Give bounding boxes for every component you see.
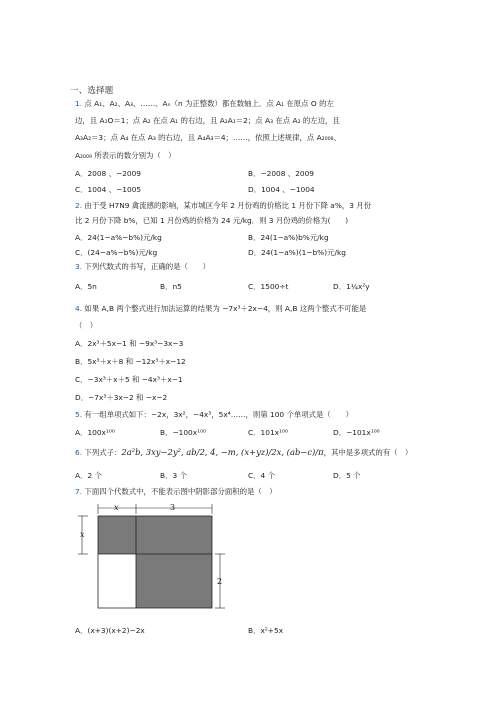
q6-option-c[interactable]: C．4 个 bbox=[248, 471, 275, 480]
q6-number: 6. bbox=[75, 448, 83, 457]
q5-number: 5. bbox=[75, 410, 83, 419]
q3-option-b[interactable]: B．n5 bbox=[160, 282, 182, 291]
q1-text-1: 点 A₁、A₂、A₃、……、Aₙ（n 为正整数）都在数轴上．点 A₁ 在原点 O 的左 bbox=[84, 99, 334, 108]
q3-text-1: 下列代数式的书写，正确的是（ ） bbox=[84, 262, 211, 271]
q2-option-a[interactable]: A．24(1−a%−b%)元/kg bbox=[75, 233, 162, 242]
q4-option-c[interactable]: C．−3x³＋x＋5 和 −4x³＋x−1 bbox=[75, 375, 183, 384]
q4-text-1: 如果 A,B 两个整式进行加法运算的结果为 −7x³＋2x−4，则 A,B 这两个整式不可能是 bbox=[84, 304, 367, 313]
q4-number: 4. bbox=[75, 304, 83, 313]
q1-option-a[interactable]: A．2008 、−2009 bbox=[75, 169, 141, 178]
q3-line1 bbox=[75, 262, 210, 272]
q6-option-d[interactable]: D．5 个 bbox=[333, 471, 361, 480]
q6-pre: 下列式子： bbox=[84, 448, 122, 457]
q3-number: 3. bbox=[75, 262, 83, 271]
q1-option-b[interactable]: B．−2008 、2009 bbox=[248, 169, 315, 178]
q1-option-c[interactable]: C．1004 、−1005 bbox=[75, 185, 142, 194]
q1-text-4: A₂₀₀₉ 所表示的数分别为（ ） bbox=[75, 151, 176, 160]
q2-text-2: 比 2 月份下降 b%，已知 1 月份鸡的价格为 24 元/kg．则 3 月份鸡的价格为( ) bbox=[75, 216, 349, 225]
q5-option-c[interactable]: C．101x¹⁰⁰ bbox=[248, 428, 288, 437]
q6-option-a[interactable]: A．2 个 bbox=[75, 471, 102, 480]
top-label-3: 3 bbox=[170, 503, 176, 512]
q5-option-a[interactable]: A．100x¹⁰⁰ bbox=[75, 428, 115, 437]
q4-option-b[interactable]: B．5x³＋x＋8 和 −12x³＋x−12 bbox=[75, 357, 186, 366]
shaded-bottom-right bbox=[136, 554, 212, 608]
q2-number: 2. bbox=[75, 201, 83, 210]
q7-area-figure bbox=[76, 500, 236, 615]
q5-option-d[interactable]: D．−101x¹⁰⁰ bbox=[333, 428, 380, 437]
q2-option-c[interactable]: C．(24−a%−b%)元/kg bbox=[75, 248, 158, 257]
q1-line1 bbox=[75, 99, 334, 109]
shaded-top-band bbox=[98, 516, 212, 554]
q3-option-d[interactable]: D．1¼x²y bbox=[333, 282, 370, 291]
q1-text-2: 边，且 A₁O＝1；点 A₂ 在点 A₁ 的右边，且 A₂A₁＝2；点 A₃ 在点 A₂ 的左边，且 bbox=[75, 116, 340, 125]
right-label-2: 2 bbox=[217, 577, 223, 586]
unshaded-bottom-left bbox=[98, 554, 136, 608]
q2-option-d[interactable]: D．24(1−a%)(1−b%)元/kg bbox=[248, 248, 346, 257]
q7-option-b[interactable]: B．x²+5x bbox=[248, 626, 284, 635]
q6-line1 bbox=[75, 447, 412, 458]
q4-text-2: （ ） bbox=[75, 321, 98, 330]
q3-option-c[interactable]: C．1500÷t bbox=[248, 282, 289, 291]
q3-option-a[interactable]: A．5n bbox=[75, 282, 97, 291]
q1-text-3: A₃A₂＝3；点 A₄ 在点 A₃ 的右边，且 A₄A₃＝4；……，依照上述规律，点 A₂₀₀₈、 bbox=[75, 133, 341, 142]
top-label-x: x bbox=[114, 503, 119, 512]
q7-text-1: 下面四个代数式中，不能表示图中阴影部分面积的是（ ） bbox=[84, 487, 277, 496]
left-label-x: x bbox=[80, 530, 85, 539]
q2-line1 bbox=[75, 201, 371, 211]
q4-option-d[interactable]: D．−7x³＋3x−2 和 −x−2 bbox=[75, 393, 168, 402]
q1-option-d[interactable]: D．1004 、−1004 bbox=[248, 185, 315, 194]
q7-line1 bbox=[75, 487, 277, 497]
q1-number: 1. bbox=[75, 99, 83, 108]
q2-text-1: 由于受 H7N9 禽流感的影响，某市城区今年 2 月份鸡的价格比 1 月份下降 a%，3 月份 bbox=[84, 201, 372, 210]
q5-option-b[interactable]: B．−100x¹⁰⁰ bbox=[160, 428, 207, 437]
q6-post: ，其中是多项式的有（ ） bbox=[323, 448, 413, 457]
q7-number: 7. bbox=[75, 487, 83, 496]
q6-expression: 2a²b, 3xy−2y², ab/2, 4, −m, (x+yz)/2x, (ab−c)/π bbox=[121, 447, 324, 457]
q5-text-1: 有一组单项式如下：−2x，3x²，−4x³，5x⁴……，则第 100 个单项式是（ ） bbox=[84, 410, 353, 419]
q6-option-b[interactable]: B．3 个 bbox=[160, 471, 187, 480]
section-title: 一、选择题 bbox=[70, 86, 114, 96]
q4-line1 bbox=[75, 304, 366, 314]
q2-option-b[interactable]: B．24(1−a%)b%元/kg bbox=[248, 233, 329, 242]
q7-option-a[interactable]: A．(x+3)(x+2)−2x bbox=[75, 626, 145, 635]
q4-option-a[interactable]: A．2x³＋5x−1 和 −9x³−3x−3 bbox=[75, 339, 184, 348]
q5-line1 bbox=[75, 410, 353, 420]
